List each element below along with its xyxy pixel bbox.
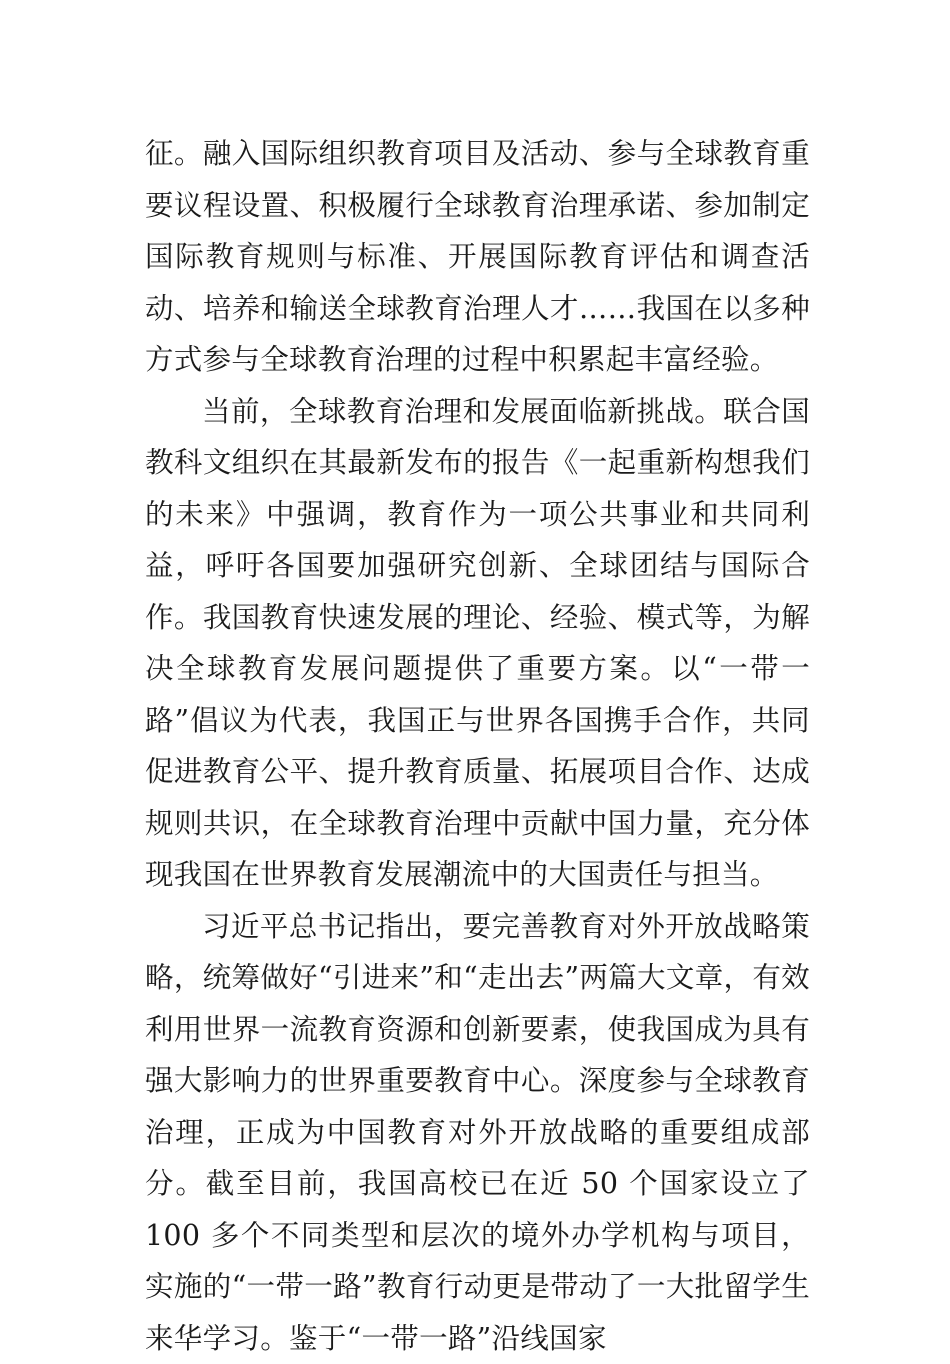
paragraph-continuation: 征。融入国际组织教育项目及活动、参与全球教育重要议程设置、积极履行全球教育治理承诺、参加制定国际教育规则与标准、开展国际教育评估和调查活动、培养和输送全球教育治理人才……我国在以多种方式参与全球教育治理的过程中积累起丰富经验。 [145, 128, 810, 386]
paragraph-opening-strategy: 习近平总书记指出，要完善教育对外开放战略策略，统筹做好“引进来”和“走出去”两篇大文章，有效利用世界一流教育资源和创新要素，使我国成为具有强大影响力的世界重要教育中心。深度参与全球教育治理，正成为中国教育对外开放战略的重要组成部分。截至目前，我国高校已在近 50 个国家设立了 100 多个不同类型和层次的境外办学机构与项目，实施的“一带一路”教育行动更是带动了一大批留学生来华学习。鉴于“一带一路”沿线国家 [145, 901, 810, 1364]
body-text [145, 128, 810, 1364]
paragraph-current-challenges: 当前，全球教育治理和发展面临新挑战。联合国教科文组织在其最新发布的报告《一起重新构想我们的未来》中强调，教育作为一项公共事业和共同利益，呼吁各国要加强研究创新、全球团结与国际合作。我国教育快速发展的理论、经验、模式等，为解决全球教育发展问题提供了重要方案。以“一带一路”倡议为代表，我国正与世界各国携手合作，共同促进教育公平、提升教育质量、拓展项目合作、达成规则共识，在全球教育治理中贡献中国力量，充分体现我国在世界教育发展潮流中的大国责任与担当。 [145, 386, 810, 901]
